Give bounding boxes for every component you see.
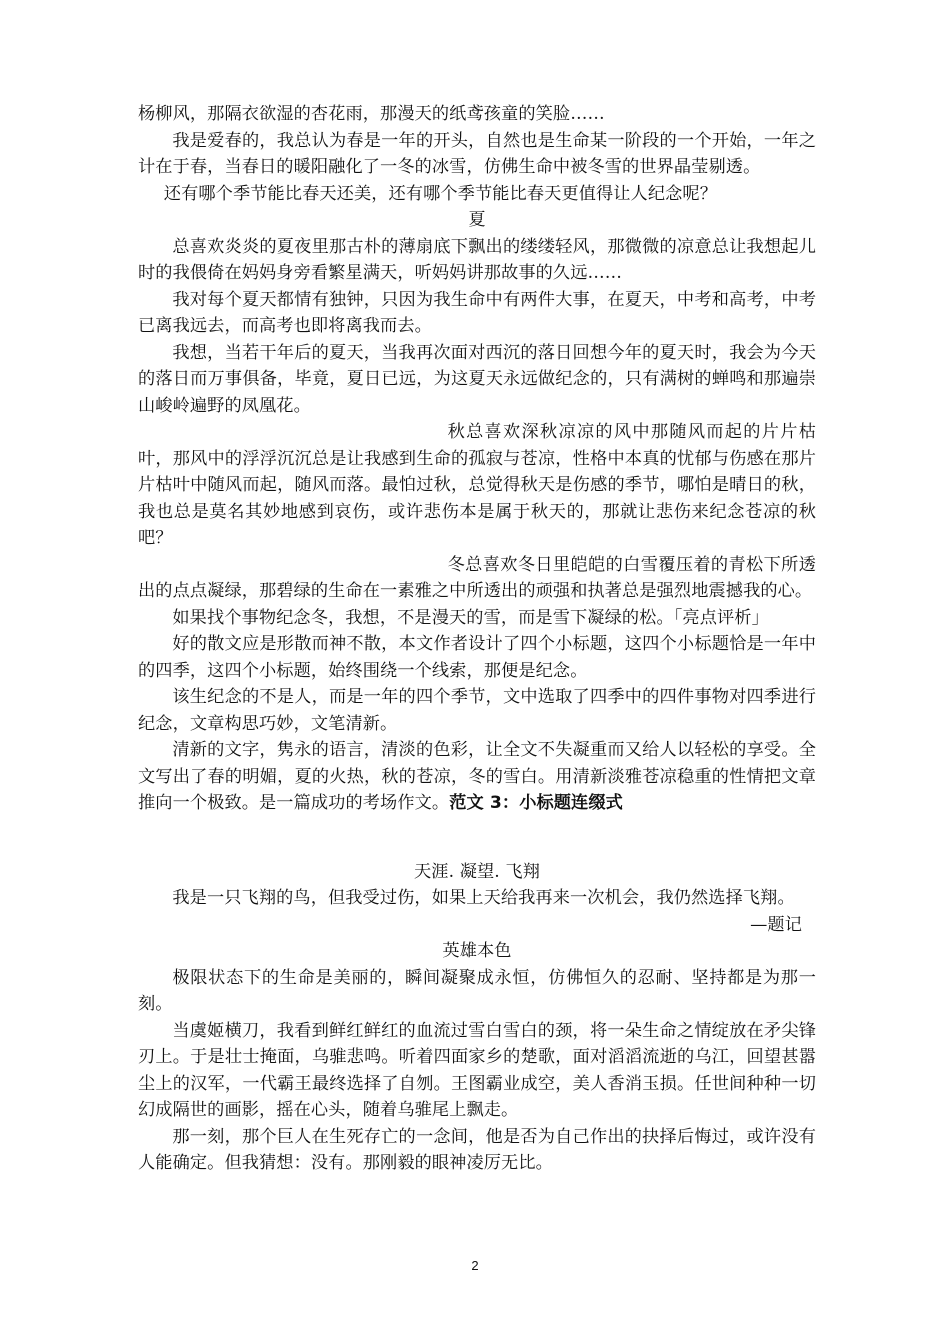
- epigraph: 我是一只飞翔的鸟，但我受过伤，如果上天给我再来一次机会，我仍然选择飞翔。: [172, 888, 795, 908]
- paragraph: 我是爱春的，我总认为春是一年的开头，自然也是生命某一阶段的一个开始，一年之计在于春，当春日的暖阳融化了一冬的冰雪，仿佛生命中被冬雪的世界晶莹剔透。: [138, 130, 816, 177]
- paragraph: 我想，当若干年后的夏天，当我再次面对西沉的落日回想今年的夏天时，我会为今天的落日而万事俱备，毕竟，夏日已远，为这夏天永远做纪念的，只有满树的蝉鸣和那遍崇山峻岭遍野的凤凰花。: [138, 342, 816, 416]
- paragraph: 总喜欢炎炎的夏夜里那古朴的薄扇底下飘出的缕缕轻风，那微微的凉意总让我想起儿时的我偎倚在妈妈身旁看繁星满天，听妈妈讲那故事的久远……: [138, 236, 816, 283]
- paragraph: 那一刻，那个巨人在生死存亡的一念间，他是否为自己作出的抉择后悔过，或许没有人能确定。但我猜想：没有。那刚毅的眼神凌厉无比。: [138, 1126, 816, 1173]
- paragraph: 如果找个事物纪念冬，我想，不是漫天的雪，而是雪下凝绿的松。「亮点评析」: [172, 607, 769, 628]
- paragraph-text: 清新的文字，隽永的语言，清淡的色彩，让全文不失凝重而又给人以轻松的享受。全文写出了春的明媚，夏的火热，秋的苍凉，冬的雪白。用清新淡雅苍凉稳重的性情把文章推向一个极致。是一篇成功的考场作文。: [138, 740, 816, 813]
- paragraph-autumn: 秋总喜欢深秋凉凉的风中那随风而起的片片枯叶，那风中的浮浮沉沉总是让我感到生命的孤寂与苍凉，性格中本真的忧郁与伤感在那片片枯叶中随风而起，随风而落。最怕过秋，总觉得秋天是伤感的季节，哪怕是晴日的秋，我也总是莫名其妙地感到哀伤，或许悲伤本是属于秋天的，那就让悲伤来纪念苍凉的秋吧？: [138, 422, 816, 548]
- spacer: [138, 817, 816, 859]
- page-number: 2: [471, 1258, 479, 1273]
- paragraph: 还有哪个季节能比春天还美，还有哪个季节能比春天更值得让人纪念呢？: [163, 183, 717, 204]
- paragraph: 极限状态下的生命是美丽的，瞬间凝聚成永恒，仿佛恒久的忍耐、坚持都是为那一刻。: [138, 967, 816, 1014]
- paragraph: [138, 737, 816, 817]
- paragraph: 好的散文应是形散而神不散，本文作者设计了四个小标题，这四个小标题恰是一年中的四季，这四个小标题，始终围绕一个线索，那便是纪念。: [138, 634, 816, 681]
- paragraph-winter: 冬总喜欢冬日里皑皑的白雪覆压着的青松下所透出的点点凝绿，那碧绿的生命在一素雅之中所透出的顽强和执著总是强烈地震撼我的心。: [138, 554, 816, 601]
- essay-title: 天涯. 凝望. 飞翔: [414, 861, 540, 882]
- section-title-summer: 夏: [468, 210, 486, 230]
- paragraph: 我对每个夏天都情有独钟，只因为我生命中有两件大事，在夏天，中考和高考，中考已离我远去，而高考也即将离我而去。: [138, 289, 816, 336]
- paragraph: 该生纪念的不是人，而是一年的四个季节，文中选取了四季中的四件事物对四季进行纪念，文章构思巧妙，文笔清新。: [138, 687, 816, 734]
- subtitle-hero: 英雄本色: [442, 941, 512, 961]
- sample-heading: 范文 3：小标题连缀式: [449, 793, 623, 813]
- paragraph: 当虞姬横刀，我看到鲜红鲜红的血流过雪白雪白的颈，将一朵生命之情绽放在矛尖锋刃上。于是壮士掩面，乌骓悲鸣。听着四面家乡的楚歌，面对滔滔流逝的乌江，回望甚嚣尘上的汉军，一代霸王最终选择了自刎。王图霸业成空，美人香消玉损。任世间种种一切幻成隔世的画影，摇在心头，随着乌骓尾上飘走。: [138, 1020, 816, 1120]
- epigraph-label: —题记: [750, 914, 802, 935]
- paragraph: 杨柳风，那隔衣欲湿的杏花雨，那漫天的纸鸢孩童的笑脸……: [138, 104, 605, 124]
- body-text: [138, 101, 816, 1177]
